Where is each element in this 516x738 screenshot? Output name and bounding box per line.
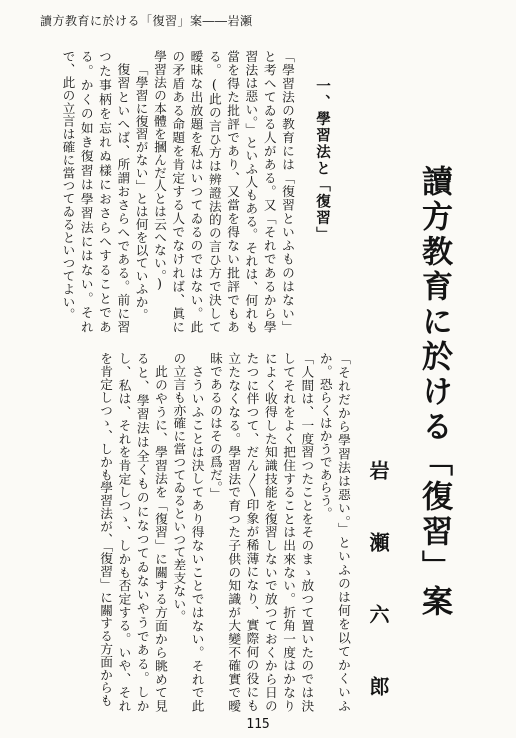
- paragraph: 「學習法の教育には「復習といふものはない」と考へてゐる人がある。又「それであるから學習法は惡い。」といふ人もある。それは、何れも當を得た批評であり、又當を得ない批評でもある。(此の言ひ方は辨證法的の言ひ方で決して曖昧な出放題を私はいつてゐるのではない。此の矛盾ある命題を肯定する人でなければ、眞に學習法の本體を摑んだ人とは云へない。): [151, 50, 295, 333]
- paragraph: 「學習に復習がない」とは何を以ていふか。: [133, 62, 149, 321]
- paragraph: 復習といへば、所謂おさらへである。前に習つた事柄を忘れぬ樣におさらへすることである。かくの如き復習は學習法にはない。それで、此の立言は確に當つてゐるといつてよい。: [60, 50, 131, 333]
- text-column-lower: [40, 352, 352, 712]
- paragraph: 「人間は、一度習つたことをそのまゝ放つて置いたのでは決してそれをよく把住することは出來ない。折角一度はかなりによく收得した知識技能を復習しないで放つておくから日のたつに伴つて、だん〳〵印象が稀薄になり、實際何の役にも立たなくなる。學習法で育つた子供の知識が大變不確實で曖昧であるのはその爲だ。」: [207, 352, 315, 712]
- article-title: 讀方教育に於ける「復習」案: [416, 165, 452, 620]
- running-head: 讀方教育に於ける「復習」案――岩瀬: [40, 14, 253, 28]
- author-name: 岩 瀬 六 郎: [366, 460, 390, 712]
- section-heading: 一、學習法と「復習」: [314, 78, 331, 243]
- page-number: 115: [246, 717, 270, 732]
- paragraph: 「それだから學習法は惡い。」といふのは何を以てかくいふか。恐らくはかうであらう。: [317, 352, 351, 712]
- paragraph: さういふことは決してあり得ないことではない。それで此の立言も亦確に當つてゐるといつて差支ない。: [171, 352, 205, 712]
- paragraph: 此のやうに、學習法を「復習」に關する方面から眺めて見ると、學習法は全くものになつてゐないやうである。しかし、私は、それを肯定しつゝ、しかも否定する。いや、それを肯定しつゝ、しかも學習法が、「復習」に關する方面からも: [98, 352, 169, 712]
- text-column-upper: [40, 50, 296, 333]
